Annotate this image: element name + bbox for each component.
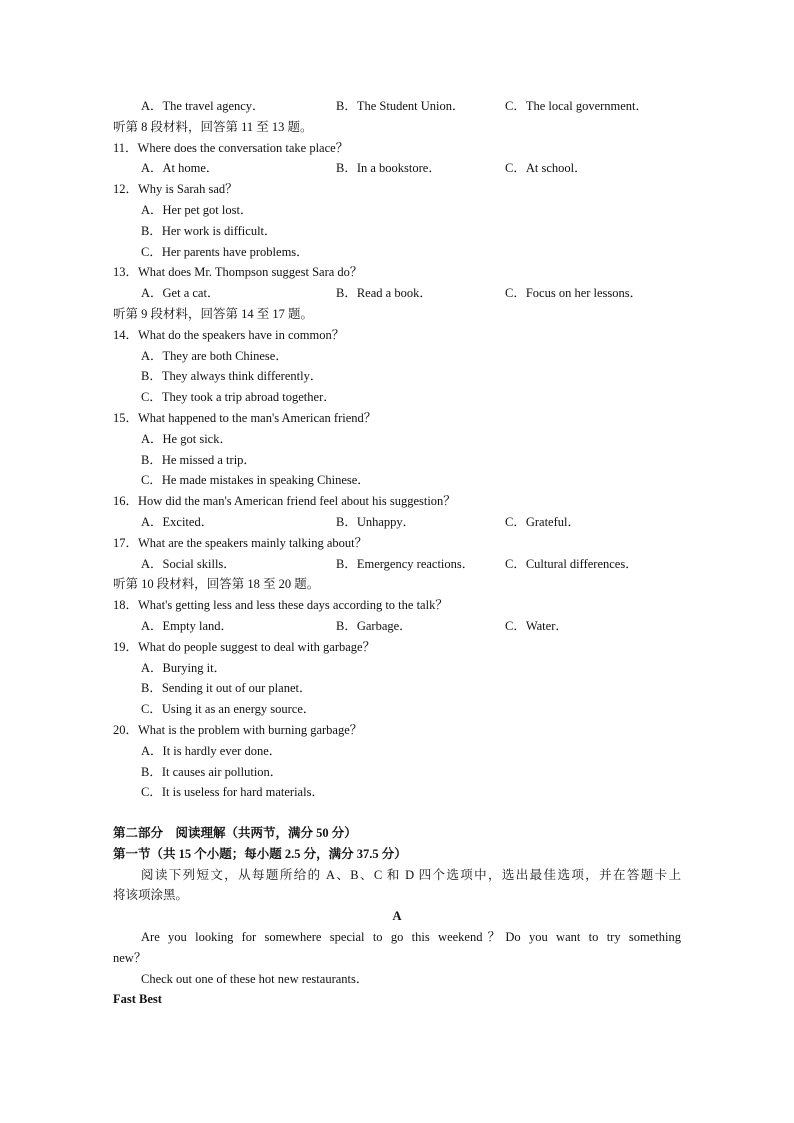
exam-page <box>0 96 794 1010</box>
instruction-line-2: 将该项涂黑。 <box>113 888 189 903</box>
question-18: 18．What's getting less and less these days according to the talk？ <box>113 598 448 613</box>
option-c: C．Grateful． <box>505 514 580 529</box>
question-17: 17．What are the speakers mainly talking about？ <box>113 535 368 550</box>
option-c: C．Water． <box>505 618 568 633</box>
options-row-q17 <box>0 554 794 575</box>
paragraph-1-line-2: new？ <box>113 950 147 965</box>
option-c: C．Her parents have problems． <box>141 244 309 259</box>
option-c: C．They took a trip abroad together． <box>141 390 336 405</box>
option-a: A．Excited． <box>141 514 214 529</box>
option-a: A．Social skills． <box>141 556 236 571</box>
option-a: A．They are both Chinese． <box>141 348 288 363</box>
option-b: B．Unhappy． <box>336 514 416 529</box>
option-b: B．Emergency reactions． <box>336 556 475 571</box>
option-c: C．Using it as an energy source． <box>141 702 316 717</box>
option-a: A．He got sick． <box>141 431 232 446</box>
option-c: C．Focus on her lessons． <box>505 286 643 301</box>
restaurant-subheading: Fast Best <box>113 992 162 1007</box>
question-15: 15．What happened to the man's American friend？ <box>113 410 377 425</box>
passage-letter: A <box>392 909 402 924</box>
spacer <box>0 803 794 823</box>
options-row-q16 <box>0 512 794 533</box>
question-14: 14．What do the speakers have in common？ <box>113 327 345 342</box>
question-11: 11．Where does the conversation take place？ <box>113 140 349 155</box>
option-c: C．The local government． <box>505 99 649 113</box>
question-16: 16．How did the man's American friend feel about his suggestion？ <box>113 494 456 509</box>
option-a: A．Empty land． <box>141 618 234 633</box>
option-a: A．Her pet got lost． <box>141 202 253 217</box>
option-b: B．Garbage． <box>336 618 412 633</box>
option-b: B．They always think differently． <box>141 369 323 384</box>
paragraph-1-line-1 <box>0 927 794 948</box>
option-c: C．Cultural differences． <box>505 556 638 571</box>
option-c: C．He made mistakes in speaking Chinese． <box>141 473 370 488</box>
options-row-q18 <box>0 616 794 637</box>
section-instruction-8: 听第 8 段材料，回答第 11 至 13 题。 <box>113 119 313 134</box>
options-row-q11 <box>0 158 794 179</box>
paragraph-2: Check out one of these hot new restaurants． <box>141 971 369 986</box>
option-a: A．It is hardly ever done． <box>141 743 282 758</box>
option-a: A．Burying it． <box>141 660 227 675</box>
section-instruction-10: 听第 10 段材料，回答第 18 至 20 题。 <box>113 577 320 592</box>
instruction-text: 阅读下列短文，从每题所给的 A、B、C 和 D 四个选项中，选出最佳选项，并在答题卡上 <box>141 867 681 882</box>
option-b: B．Sending it out of our planet． <box>141 681 312 696</box>
option-b: B．The Student Union． <box>336 99 465 113</box>
options-row-q13 <box>0 283 794 304</box>
option-c: C．At school． <box>505 161 587 176</box>
options-row-q10 <box>0 96 794 117</box>
part-two-title: 第二部分 阅读理解（共两节，满分 50 分） <box>113 826 357 841</box>
option-b: B．He missed a trip． <box>141 452 256 467</box>
section-instruction-9: 听第 9 段材料，回答第 14 至 17 题。 <box>113 306 314 321</box>
question-20: 20．What is the problem with burning garbage？ <box>113 722 363 737</box>
option-b: B．In a bookstore． <box>336 161 441 176</box>
option-b: B．Her work is difficult． <box>141 223 277 238</box>
option-b: B．Read a book． <box>336 286 432 301</box>
option-a: A．At home． <box>141 161 219 176</box>
question-12: 12．Why is Sarah sad？ <box>113 182 238 197</box>
option-c: C．It is useless for hard materials． <box>141 785 324 800</box>
section-one-title: 第一节（共 15 个小题；每小题 2.5 分，满分 37.5 分） <box>113 846 407 861</box>
question-13: 13．What does Mr. Thompson suggest Sara do？ <box>113 265 363 280</box>
instruction-line-1 <box>0 865 794 886</box>
option-a: A．The travel agency． <box>141 99 265 113</box>
option-a: A．Get a cat． <box>141 286 220 301</box>
question-19: 19．What do people suggest to deal with garbage？ <box>113 639 376 654</box>
option-b: B．It causes air pollution． <box>141 764 283 779</box>
paragraph-text: Are you looking for somewhere special to go this weekend？Do you want to try something <box>141 930 681 945</box>
